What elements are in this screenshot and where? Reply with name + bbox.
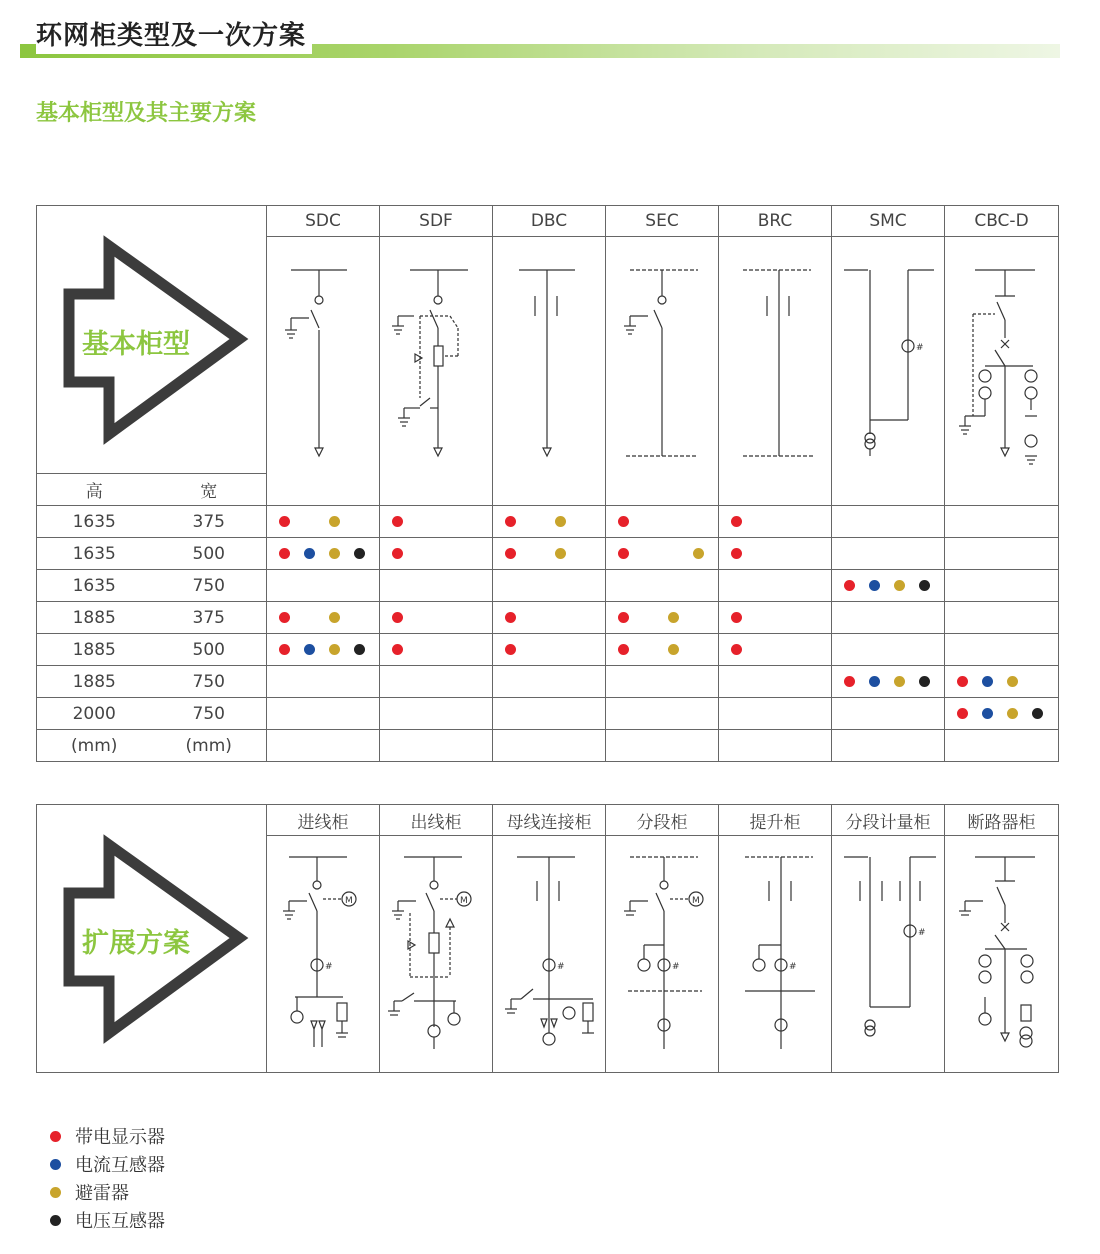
option-cell xyxy=(945,634,1059,666)
ext-arrow-cell xyxy=(37,805,267,1073)
black-dot-icon xyxy=(919,676,930,687)
svg-text:M: M xyxy=(345,896,353,907)
legend-item xyxy=(50,1150,165,1178)
red-dot-icon xyxy=(957,676,968,687)
black-dot-icon xyxy=(354,548,365,559)
dims-cell xyxy=(37,538,267,570)
col-header: SEC xyxy=(606,206,719,237)
red-dot-icon xyxy=(618,644,629,655)
red-dot-icon xyxy=(731,644,742,655)
option-cell xyxy=(832,666,945,698)
option-cell xyxy=(719,602,832,634)
option-cell xyxy=(380,602,493,634)
option-cell xyxy=(945,538,1059,570)
outgoing-schematic-icon xyxy=(380,837,493,1071)
option-cell xyxy=(719,570,832,602)
option-cell xyxy=(493,506,606,538)
dbc-schematic-icon xyxy=(493,238,606,505)
width-value: 750 xyxy=(192,703,225,724)
gold-dot-icon xyxy=(329,612,340,623)
col-header: DBC xyxy=(493,206,606,237)
option-cell xyxy=(719,730,832,762)
option-cell xyxy=(945,698,1059,730)
section-metering-schematic-icon xyxy=(832,837,945,1071)
height-value: 1885 xyxy=(72,671,116,692)
page-title: 环网柜类型及一次方案 xyxy=(36,18,312,54)
red-dot-icon xyxy=(505,612,516,623)
blue-dot-icon xyxy=(869,676,880,687)
red-dot-icon xyxy=(957,708,968,719)
legend-label: 电流互感器 xyxy=(75,1155,165,1176)
option-cell xyxy=(832,538,945,570)
red-dot-icon xyxy=(279,612,290,623)
legend xyxy=(50,1122,165,1234)
height-value: 1885 xyxy=(72,607,116,628)
option-cell xyxy=(493,666,606,698)
dims-cell xyxy=(37,666,267,698)
section-subtitle: 基本柜型及其主要方案 xyxy=(36,101,257,126)
option-cell xyxy=(493,538,606,570)
option-cell xyxy=(945,602,1059,634)
option-cell xyxy=(493,730,606,762)
schematic-riser xyxy=(719,836,832,1073)
schematic-sec xyxy=(606,237,719,506)
option-cell xyxy=(380,570,493,602)
col-header: SDF xyxy=(380,206,493,237)
table-row xyxy=(37,538,1059,570)
col-header: 分段计量柜 xyxy=(832,805,945,836)
basic-arrow-cell xyxy=(37,206,267,474)
red-dot-icon xyxy=(505,548,516,559)
schematic-bus-coupler xyxy=(493,836,606,1073)
red-dot-icon xyxy=(618,548,629,559)
option-cell xyxy=(945,570,1059,602)
col-header: 进线柜 xyxy=(267,805,380,836)
gold-dot-icon xyxy=(50,1187,61,1198)
black-dot-icon xyxy=(919,580,930,591)
schematic-breaker xyxy=(945,836,1059,1073)
red-dot-icon xyxy=(505,644,516,655)
schematic-brc xyxy=(719,237,832,506)
legend-item xyxy=(50,1122,165,1150)
table-row xyxy=(37,634,1059,666)
option-cell xyxy=(493,698,606,730)
width-value: 750 xyxy=(192,575,225,596)
incoming-schematic-icon xyxy=(267,837,380,1071)
schematic-sdc xyxy=(267,237,380,506)
blue-dot-icon xyxy=(869,580,880,591)
option-cell xyxy=(606,538,719,570)
option-cell xyxy=(380,666,493,698)
col-header: 断路器柜 xyxy=(945,805,1059,836)
option-cell xyxy=(267,698,380,730)
option-cell xyxy=(267,730,380,762)
height-value: 1885 xyxy=(72,639,116,660)
blue-dot-icon xyxy=(50,1159,61,1170)
svg-text:#: # xyxy=(916,342,924,353)
dims-cell xyxy=(37,698,267,730)
option-cell xyxy=(267,666,380,698)
basic-cabinet-table xyxy=(36,205,1059,762)
option-cell xyxy=(380,506,493,538)
red-dot-icon xyxy=(505,516,516,527)
blue-dot-icon xyxy=(304,644,315,655)
option-cell xyxy=(606,634,719,666)
height-value: 1635 xyxy=(72,543,116,564)
col-header: 出线柜 xyxy=(380,805,493,836)
gold-dot-icon xyxy=(1007,676,1018,687)
extension-scheme-table xyxy=(36,804,1059,1073)
height-value: 2000 xyxy=(72,703,116,724)
gold-dot-icon xyxy=(329,644,340,655)
gold-dot-icon xyxy=(329,516,340,527)
height-label: 高 xyxy=(85,482,103,502)
schematic-smc xyxy=(832,237,945,506)
dims-cell xyxy=(37,570,267,602)
svg-text:#: # xyxy=(325,962,333,973)
option-cell xyxy=(719,538,832,570)
ext-arrow-label: 扩展方案 xyxy=(82,928,190,959)
legend-label: 带电显示器 xyxy=(75,1127,165,1148)
width-value: 500 xyxy=(192,543,225,564)
schematic-cbc-d xyxy=(945,237,1059,506)
red-dot-icon xyxy=(844,676,855,687)
schematic-incoming xyxy=(267,836,380,1073)
width-value: 500 xyxy=(192,639,225,660)
red-dot-icon xyxy=(731,516,742,527)
option-cell xyxy=(832,506,945,538)
red-dot-icon xyxy=(392,516,403,527)
option-cell xyxy=(606,602,719,634)
option-cell xyxy=(493,570,606,602)
col-header: SMC xyxy=(832,206,945,237)
col-header: 提升柜 xyxy=(719,805,832,836)
option-cell xyxy=(832,570,945,602)
basic-arrow-label: 基本柜型 xyxy=(82,329,190,360)
col-header: BRC xyxy=(719,206,832,237)
gold-dot-icon xyxy=(668,612,679,623)
option-cell xyxy=(606,698,719,730)
schematic-section-metering xyxy=(832,836,945,1073)
col-header: SDC xyxy=(267,206,380,237)
table-row xyxy=(37,666,1059,698)
option-cell xyxy=(267,506,380,538)
blue-dot-icon xyxy=(982,708,993,719)
option-cell xyxy=(267,602,380,634)
schematic-dbc xyxy=(493,237,606,506)
option-cell xyxy=(719,666,832,698)
option-cell xyxy=(606,506,719,538)
option-cell xyxy=(380,538,493,570)
gold-dot-icon xyxy=(555,548,566,559)
option-cell xyxy=(606,666,719,698)
option-cell xyxy=(267,570,380,602)
col-header: CBC-D xyxy=(945,206,1059,237)
red-dot-icon xyxy=(279,644,290,655)
option-cell xyxy=(832,698,945,730)
height-value: (mm) xyxy=(71,735,118,756)
option-cell xyxy=(832,730,945,762)
dims-cell xyxy=(37,506,267,538)
option-cell xyxy=(267,634,380,666)
red-dot-icon xyxy=(392,644,403,655)
dims-cell xyxy=(37,634,267,666)
blue-dot-icon xyxy=(304,548,315,559)
schematic-sdf xyxy=(380,237,493,506)
legend-label: 电压互感器 xyxy=(75,1211,165,1232)
table-row xyxy=(37,570,1059,602)
table-row xyxy=(37,602,1059,634)
option-cell xyxy=(380,730,493,762)
gold-dot-icon xyxy=(329,548,340,559)
gold-dot-icon xyxy=(693,548,704,559)
red-dot-icon xyxy=(279,516,290,527)
svg-text:#: # xyxy=(789,962,797,973)
section-schematic-icon xyxy=(606,837,719,1071)
height-value: 1635 xyxy=(72,511,116,532)
option-cell xyxy=(719,634,832,666)
option-cell xyxy=(267,538,380,570)
red-dot-icon xyxy=(731,612,742,623)
black-dot-icon xyxy=(50,1215,61,1226)
dims-cell xyxy=(37,730,267,762)
bus-coupler-schematic-icon xyxy=(493,837,606,1071)
black-dot-icon xyxy=(1032,708,1043,719)
option-cell xyxy=(380,634,493,666)
width-value: (mm) xyxy=(185,735,232,756)
option-cell xyxy=(493,602,606,634)
sdc-schematic-icon xyxy=(267,238,380,505)
breaker-schematic-icon xyxy=(945,837,1059,1071)
svg-text:#: # xyxy=(918,928,926,939)
brc-schematic-icon xyxy=(719,238,832,505)
svg-text:#: # xyxy=(672,962,680,973)
red-dot-icon xyxy=(279,548,290,559)
sec-schematic-icon xyxy=(606,238,719,505)
option-cell xyxy=(719,506,832,538)
red-dot-icon xyxy=(731,548,742,559)
option-cell xyxy=(380,698,493,730)
black-dot-icon xyxy=(354,644,365,655)
width-value: 375 xyxy=(192,607,225,628)
svg-text:#: # xyxy=(557,962,565,973)
option-cell xyxy=(832,602,945,634)
option-cell xyxy=(945,666,1059,698)
width-value: 375 xyxy=(192,511,225,532)
gold-dot-icon xyxy=(555,516,566,527)
schematic-section xyxy=(606,836,719,1073)
table-row xyxy=(37,698,1059,730)
red-dot-icon xyxy=(618,612,629,623)
cbc-d-schematic-icon xyxy=(945,238,1059,505)
gold-dot-icon xyxy=(668,644,679,655)
gold-dot-icon xyxy=(894,580,905,591)
svg-text:M: M xyxy=(692,896,700,907)
option-cell xyxy=(945,730,1059,762)
red-dot-icon xyxy=(844,580,855,591)
riser-schematic-icon xyxy=(719,837,832,1071)
dims-cell xyxy=(37,602,267,634)
red-dot-icon xyxy=(392,548,403,559)
option-cell xyxy=(606,570,719,602)
red-dot-icon xyxy=(618,516,629,527)
width-value: 750 xyxy=(192,671,225,692)
red-dot-icon xyxy=(392,612,403,623)
table-row xyxy=(37,730,1059,762)
option-cell xyxy=(832,634,945,666)
red-dot-icon xyxy=(50,1131,61,1142)
width-label: 宽 xyxy=(200,482,218,502)
legend-item xyxy=(50,1206,165,1234)
sdf-schematic-icon xyxy=(380,238,493,505)
table-row xyxy=(37,506,1059,538)
option-cell xyxy=(945,506,1059,538)
smc-schematic-icon xyxy=(832,238,945,505)
dims-header xyxy=(37,474,267,506)
col-header: 分段柜 xyxy=(606,805,719,836)
col-header: 母线连接柜 xyxy=(493,805,606,836)
legend-label: 避雷器 xyxy=(75,1183,129,1204)
svg-text:M: M xyxy=(460,896,468,907)
option-cell xyxy=(719,698,832,730)
basic-data-rows xyxy=(37,506,1059,762)
schematic-outgoing xyxy=(380,836,493,1073)
height-value: 1635 xyxy=(72,575,116,596)
gold-dot-icon xyxy=(1007,708,1018,719)
gold-dot-icon xyxy=(894,676,905,687)
option-cell xyxy=(606,730,719,762)
blue-dot-icon xyxy=(982,676,993,687)
legend-item xyxy=(50,1178,165,1206)
option-cell xyxy=(493,634,606,666)
